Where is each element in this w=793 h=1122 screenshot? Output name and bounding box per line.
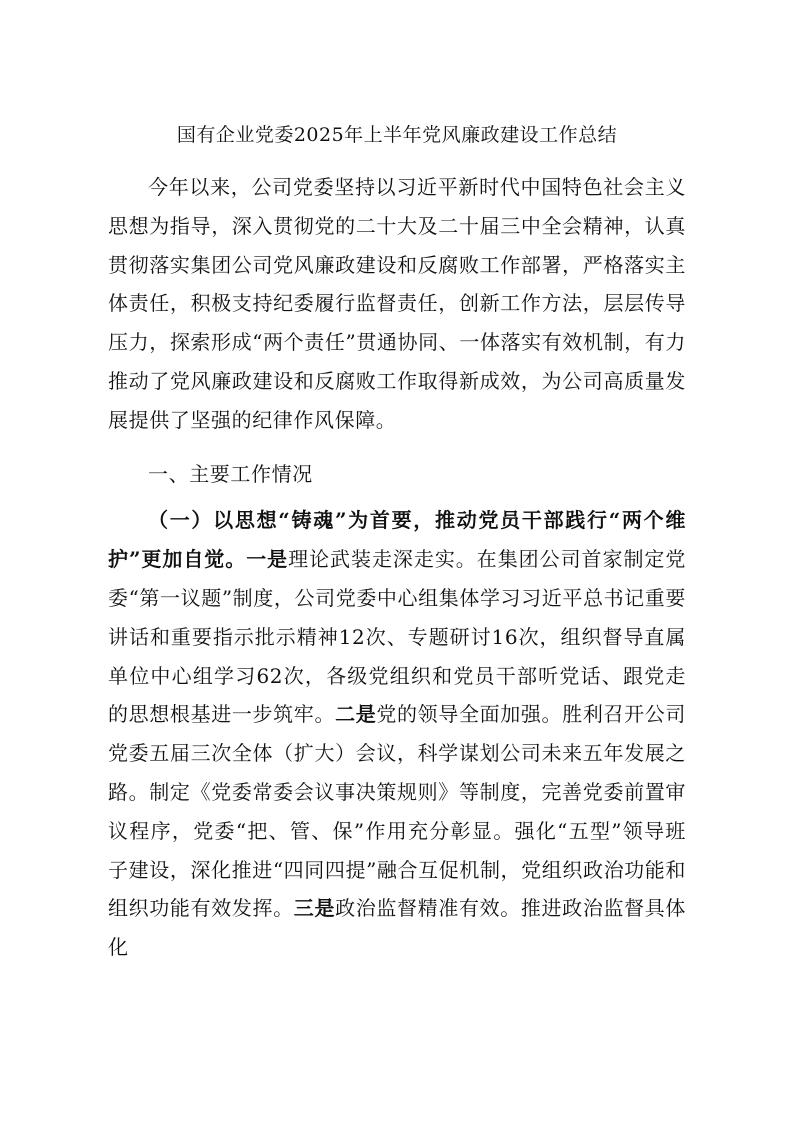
subsection-paragraph xyxy=(108,501,686,967)
section-heading: 一、主要工作情况 xyxy=(148,461,313,486)
document-title: 国有企业党委2025年上半年党风廉政建设工作总结 xyxy=(176,124,618,146)
document-body xyxy=(108,120,686,967)
item-label-3: 三是 xyxy=(293,896,336,921)
item-text-3: 政治监督精准有效。推进政治监督具体化 xyxy=(108,896,686,960)
subsection-lead: （一）以思想“铸魂”为首要，推动党员干部践行“两个维护”更加自觉。 xyxy=(108,508,686,572)
item-text-1: 理论武装走深走实。在集团公司首家制定党委“第一议题”制度，公司党委中心组集体学习习近平总书记重要讲话和重要指示批示精神12次、专题研讨16次，组织督导直属单位中心组学习62次，各级党组织和党员干部听党话、跟党走的思想根基进一步筑牢。 xyxy=(108,547,686,727)
item-text-2: 党的领导全面加强。胜利召开公司党委五届三次全体（扩大）会议，科学谋划公司未来五年发展之路。制定《党委常委会议事决策规则》等制度，完善党委前置审议程序，党委“把、管、保”作用充分彰显。强化“五型”领导班子建设，深化推进“四同四提”融合互促机制，党组织政治功能和组织功能有效发挥。 xyxy=(108,702,687,921)
item-label-2: 二是 xyxy=(335,702,377,727)
item-label-1: 一是 xyxy=(246,547,289,572)
intro-paragraph: 今年以来，公司党委坚持以习近平新时代中国特色社会主义思想为指导，深入贯彻党的二十大及二十届三中全会精神，认真贯彻落实集团公司党风廉政建设和反腐败工作部署，严格落实主体责任，积极支持纪委履行监督责任，创新工作方法，层层传导压力，探索形成“两个责任”贯通协同、一体落实有效机制，有力推动了党风廉政建设和反腐败工作取得新成效，为公司高质量发展提供了坚强的纪律作风保障。 xyxy=(108,175,686,432)
